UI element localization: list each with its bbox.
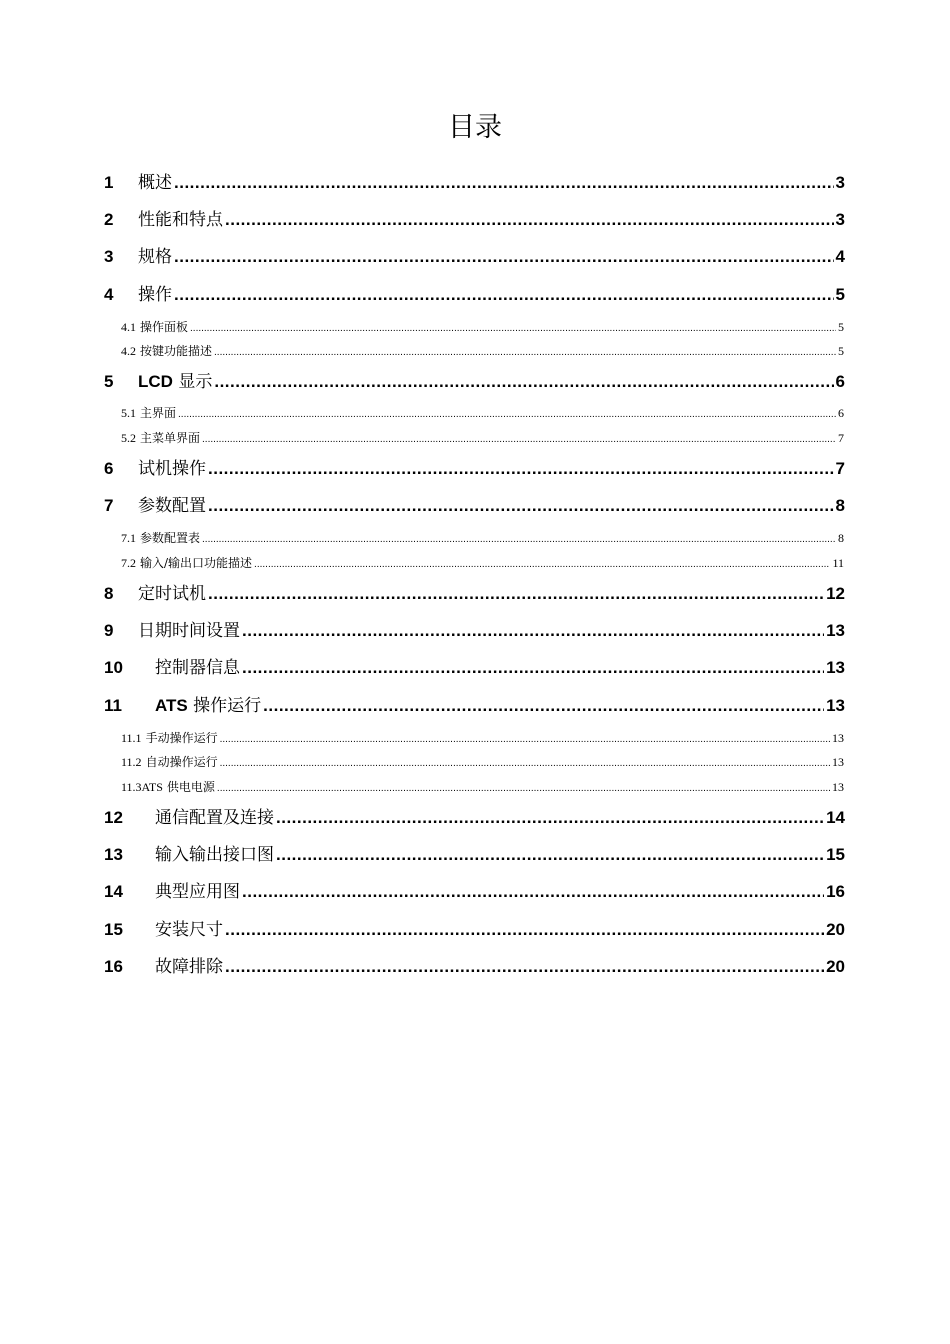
toc-entry-title-text: 输入/输出口功能描述 xyxy=(140,556,253,570)
toc-entry-title-text: 概述 xyxy=(138,173,172,193)
toc-entry-page-number: 13 xyxy=(832,780,844,794)
toc-entry-page-number: 6 xyxy=(838,406,844,420)
toc-entry-title-text: 故障排除 xyxy=(155,957,223,977)
toc-leader-dots xyxy=(276,845,824,865)
toc-entry-title-text: 日期时间设置 xyxy=(138,621,240,641)
toc-leader-dots xyxy=(276,808,824,828)
toc-entry-page-number: 13 xyxy=(832,731,844,745)
toc-entry[interactable] xyxy=(0,803,950,827)
toc-leader-dots xyxy=(242,621,824,641)
toc-entry-title-text: 主界面 xyxy=(140,406,177,420)
toc-entry-title xyxy=(138,579,206,604)
toc-entry-title-text: 操作 xyxy=(138,285,172,305)
toc-entry-title xyxy=(138,454,206,479)
toc-entry[interactable] xyxy=(0,579,950,603)
toc-entry-page-number: 13 xyxy=(826,658,845,677)
toc-entry-title xyxy=(138,242,172,267)
toc-entry[interactable] xyxy=(0,616,950,640)
toc-leader-dots xyxy=(242,882,824,902)
toc-entry-title xyxy=(138,168,172,193)
toc-entry-number: 11 xyxy=(104,696,122,715)
toc-entry-number: 13 xyxy=(104,845,123,864)
toc-entry-page-number: 16 xyxy=(826,882,845,901)
toc-entry-number: 12 xyxy=(104,808,123,827)
toc-leader-dots xyxy=(202,534,836,545)
toc-leader-dots xyxy=(208,584,824,604)
toc-entry-title-text: 控制器信息 xyxy=(155,658,240,678)
toc-entry[interactable] xyxy=(0,429,950,445)
toc-entry-title xyxy=(155,952,223,977)
toc-entry[interactable] xyxy=(0,280,950,304)
toc-entry-title xyxy=(155,915,223,940)
toc-leader-dots xyxy=(242,658,824,678)
toc-entry-number: 2 xyxy=(104,210,114,229)
toc-entry-title xyxy=(146,753,218,770)
toc-entry-title xyxy=(155,691,261,716)
toc-entry-page-number: 3 xyxy=(835,210,845,229)
toc-entry-number: 7.2 xyxy=(121,556,136,570)
toc-entry[interactable] xyxy=(0,840,950,864)
toc-entry[interactable] xyxy=(0,404,950,420)
toc-entry-number: 4.1 xyxy=(121,320,136,334)
toc-leader-dots xyxy=(208,459,834,479)
toc-entry-number: 10 xyxy=(104,658,123,677)
toc-entry[interactable] xyxy=(0,205,950,229)
toc-leader-dots xyxy=(217,783,830,794)
toc-entry-number: 11.1 xyxy=(121,731,142,745)
toc-leader-dots xyxy=(214,372,833,392)
toc-entry-title xyxy=(155,840,274,865)
toc-entry[interactable] xyxy=(0,168,950,192)
toc-entry[interactable] xyxy=(0,529,950,545)
toc-leader-dots xyxy=(225,920,824,940)
toc-leader-dots xyxy=(254,559,830,570)
toc-entry-title xyxy=(138,616,240,641)
toc-entry-number: 5.2 xyxy=(121,431,136,445)
toc-entry-title xyxy=(140,429,200,446)
toc-entry-number: 1 xyxy=(104,173,114,192)
toc-entry-page-number: 11 xyxy=(832,556,844,570)
toc-leader-dots xyxy=(178,409,836,420)
toc-leader-dots xyxy=(220,758,830,769)
toc-entry-title-text: 输入输出接口图 xyxy=(155,845,274,865)
toc-entry-title-prefix: ATS xyxy=(155,696,188,715)
toc-entry-title xyxy=(138,280,172,305)
toc-entry-title-text: 典型应用图 xyxy=(155,882,240,902)
toc-entry[interactable] xyxy=(0,952,950,976)
toc-entry-page-number: 8 xyxy=(838,531,844,545)
toc-entry-title xyxy=(140,318,188,335)
toc-entry[interactable] xyxy=(0,653,950,677)
toc-entry-title-text: 规格 xyxy=(138,247,172,267)
toc-entry-number: 11.2 xyxy=(121,755,142,769)
toc-entry-title xyxy=(140,342,212,359)
toc-entry-page-number: 13 xyxy=(832,755,844,769)
toc-leader-dots xyxy=(220,734,830,745)
toc-entry-page-number: 7 xyxy=(835,459,845,478)
toc-entry-number: 4 xyxy=(104,285,114,304)
toc-entry-number: 5 xyxy=(104,372,114,391)
toc-entry-page-number: 12 xyxy=(826,584,845,603)
toc-entry-number: 5.1 xyxy=(121,406,136,420)
toc-entry-page-number: 13 xyxy=(826,696,845,715)
toc-entry-title xyxy=(146,729,218,746)
toc-leader-dots xyxy=(190,323,836,334)
toc-entry-title-text: 操作运行 xyxy=(193,696,262,716)
toc-entry[interactable] xyxy=(0,242,950,266)
toc-entry-title-text: 操作面板 xyxy=(140,320,189,334)
toc-leader-dots xyxy=(174,285,834,305)
toc-entry-page-number: 14 xyxy=(826,808,845,827)
toc-entry-title-text: 性能和特点 xyxy=(138,210,223,230)
toc-entry-number: 14 xyxy=(104,882,123,901)
toc-entry-title-text: 手动操作运行 xyxy=(145,731,218,745)
toc-entry-title-prefix: LCD xyxy=(138,372,173,391)
toc-leader-dots xyxy=(214,347,836,358)
toc-entry-number: 16 xyxy=(104,957,123,976)
toc-entry[interactable] xyxy=(0,753,950,769)
toc-entry-page-number: 20 xyxy=(826,920,845,939)
toc-entry-page-number: 20 xyxy=(826,957,845,976)
toc-leader-dots xyxy=(174,173,834,193)
toc-entry[interactable] xyxy=(0,367,950,391)
toc-leader-dots xyxy=(225,957,824,977)
toc-entry-title xyxy=(155,803,274,828)
toc-entry-title-text: 供电电源 xyxy=(166,780,215,794)
toc-entry-page-number: 3 xyxy=(835,173,845,192)
toc-entry-title xyxy=(140,404,176,421)
toc-entry-page-number: 4 xyxy=(835,247,845,266)
toc-entry[interactable] xyxy=(0,778,950,794)
toc-entry[interactable] xyxy=(0,554,950,570)
toc-entry-title-text: 按键功能描述 xyxy=(140,344,213,358)
toc-entry-number: 15 xyxy=(104,920,123,939)
toc-entry-title xyxy=(155,653,240,678)
toc-leader-dots xyxy=(174,247,834,267)
toc-entry[interactable] xyxy=(0,491,950,515)
toc-entry[interactable] xyxy=(0,729,950,745)
toc-entry-page-number: 5 xyxy=(838,320,844,334)
toc-entry-title-text: 试机操作 xyxy=(138,459,206,479)
toc-entry-page-number: 13 xyxy=(826,621,845,640)
toc-heading: 目录 xyxy=(448,112,502,143)
toc-entry-title-text: 定时试机 xyxy=(138,584,206,604)
toc-entry-number: 9 xyxy=(104,621,114,640)
toc-entry[interactable] xyxy=(0,342,950,358)
toc-entry[interactable] xyxy=(0,318,950,334)
toc-entry-title xyxy=(155,877,240,902)
toc-entry-title-text: 通信配置及连接 xyxy=(155,808,274,828)
toc-entry-number: 7 xyxy=(104,496,114,515)
toc-entry[interactable] xyxy=(0,915,950,939)
toc-entry-title-text: 参数配置表 xyxy=(140,531,201,545)
toc-entry-title xyxy=(138,205,223,230)
toc-entry-page-number: 5 xyxy=(838,344,844,358)
toc-leader-dots xyxy=(208,496,834,516)
toc-entry-title xyxy=(140,554,252,571)
toc-entry-page-number: 5 xyxy=(835,285,845,304)
toc-entry-number: 8 xyxy=(104,584,114,603)
toc-entry-number: 11.3ATS xyxy=(121,780,163,794)
toc-entry-page-number: 6 xyxy=(835,372,845,391)
toc-entry-page-number: 15 xyxy=(826,845,845,864)
toc-leader-dots xyxy=(225,210,834,230)
toc-entry-number: 7.1 xyxy=(121,531,136,545)
toc-entry-title xyxy=(167,778,215,795)
toc-entry-number: 6 xyxy=(104,459,114,478)
toc-entry-number: 3 xyxy=(104,247,114,266)
toc-entry-title xyxy=(138,491,206,516)
toc-entry-page-number: 8 xyxy=(835,496,845,515)
toc-entry[interactable] xyxy=(0,454,950,478)
toc-entry-title xyxy=(138,367,212,392)
toc-entry-title-text: 显示 xyxy=(178,372,213,392)
toc-entry-title xyxy=(140,529,200,546)
toc-leader-dots xyxy=(202,434,836,445)
toc-leader-dots xyxy=(263,696,824,716)
toc-entry-number: 4.2 xyxy=(121,344,136,358)
toc-entry[interactable] xyxy=(0,877,950,901)
toc-entry[interactable] xyxy=(0,691,950,715)
toc-entry-title-text: 参数配置 xyxy=(138,496,206,516)
toc-entry-title-text: 安装尺寸 xyxy=(155,920,223,940)
toc-entry-title-text: 主菜单界面 xyxy=(140,431,201,445)
toc-entry-title-text: 自动操作运行 xyxy=(145,755,218,769)
toc-entry-page-number: 7 xyxy=(838,431,844,445)
